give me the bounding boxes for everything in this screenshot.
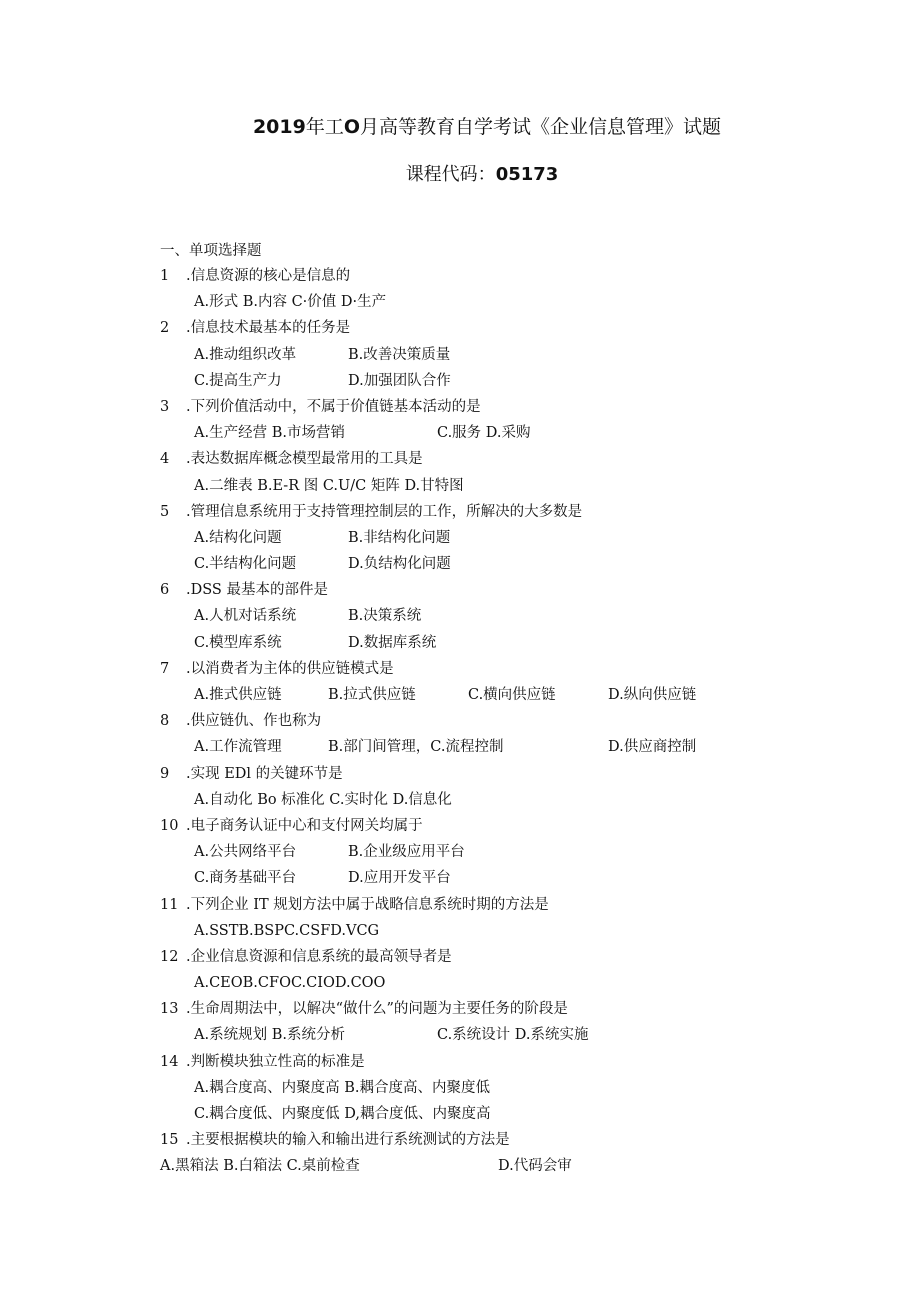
options-15: A.黑箱法 B.白箱法 C.桌前检查 D.代码会审 <box>160 1158 572 1175</box>
question-list <box>160 263 860 1180</box>
options-13: A.系统规划 B.系统分析 C.系统设计 D.系统实施 <box>194 1027 589 1044</box>
options-8: A.工作流管理 B.部门间管理，C.流程控制 D.供应商控制 <box>194 739 697 756</box>
question-10: 10 .电子商务认证中心和支付网关均属于 <box>160 817 423 834</box>
question-11: 11 .下列企业 IT 规划方法中属于战略信息系统时期的方法是 <box>160 896 549 913</box>
question-2: 2 .信息技术最基本的任务是 <box>160 320 351 337</box>
options-14b: C.耦合度低、内聚度低 D,耦合度低、内聚度高 <box>194 1106 491 1122</box>
options-1: A.形式 B.内容 C·价值 D·生产 <box>194 294 387 311</box>
options-10b: C.商务基础平台 D.应用开发平台 <box>194 870 451 887</box>
title-mid: O <box>343 116 361 138</box>
question-7: 7 .以消费者为主体的供应链模式是 <box>160 660 394 677</box>
course-code-label: 课程代码： <box>405 164 496 185</box>
options-6b: C.模型库系统 D.数据库系统 <box>194 634 437 651</box>
options-10a: A.公共网络平台 B.企业级应用平台 <box>194 844 465 861</box>
question-5: 5 .管理信息系统用于支持管理控制层的工作，所解决的大多数是 <box>160 503 583 520</box>
options-3: A.生产经营 B.市场营销 C.服务 D.采购 <box>194 425 531 442</box>
options-2b: C.提高生产力 D.加强团队合作 <box>194 372 451 389</box>
options-12: A.CEOB.CFOC.CIOD.COO <box>194 975 386 992</box>
question-3: 3 .下列价值活动中，不属于价值链基本活动的是 <box>160 398 481 415</box>
options-5a: A.结构化问题 B.非结构化问题 <box>194 529 451 546</box>
section-heading: 一、单项选择题 <box>160 243 262 259</box>
options-4: A.二维表 B.E-R 图 C.U/C 矩阵 D.甘特图 <box>194 477 464 494</box>
question-1: 1 .信息资源的核心是信息的 <box>160 268 351 284</box>
title-pre: 年工 <box>305 116 344 138</box>
question-6: 6 .DSS 最基本的部件是 <box>160 582 328 599</box>
course-code <box>0 160 920 186</box>
question-8: 8 .供应链仇、作也称为 <box>160 713 322 730</box>
options-2a: A.推动组织改革 B.改善决策质量 <box>194 346 451 363</box>
options-7: A.推式供应链 B.拉式供应链 C.横向供应链 D.纵向供应链 <box>194 687 697 703</box>
question-13: 13 .生命周期法中，以解决“做什么”的问题为主要任务的阶段是 <box>160 1001 568 1018</box>
document-title <box>0 112 920 139</box>
question-12: 12 .企业信息资源和信息系统的最高领导者是 <box>160 948 452 965</box>
options-5b: C.半结构化问题 D.负结构化问题 <box>194 556 451 573</box>
options-11: A.SSTB.BSPC.CSFD.VCG <box>194 922 380 939</box>
options-14a: A.耦合度高、内聚度高 B.耦合度高、内聚度低 <box>194 1079 490 1096</box>
options-9: A.自动化 Bo 标准化 C.实时化 D.信息化 <box>194 791 452 808</box>
options-6a: A.人机对话系统 B.决策系统 <box>194 608 422 625</box>
title-year: 2019 <box>252 116 306 138</box>
question-14: 14 .判断模块独立性高的标准是 <box>160 1053 365 1070</box>
question-9: 9 .实现 EDl 的关键环节是 <box>160 765 343 782</box>
question-4: 4 .表达数据库概念模型最常用的工具是 <box>160 451 423 468</box>
title-post: 月高等教育自学考试《企业信息管理》试题 <box>360 116 722 138</box>
course-code-value: 05173 <box>495 164 559 185</box>
question-15: 15 .主要根据模块的输入和输出进行系统测试的方法是 <box>160 1132 510 1149</box>
